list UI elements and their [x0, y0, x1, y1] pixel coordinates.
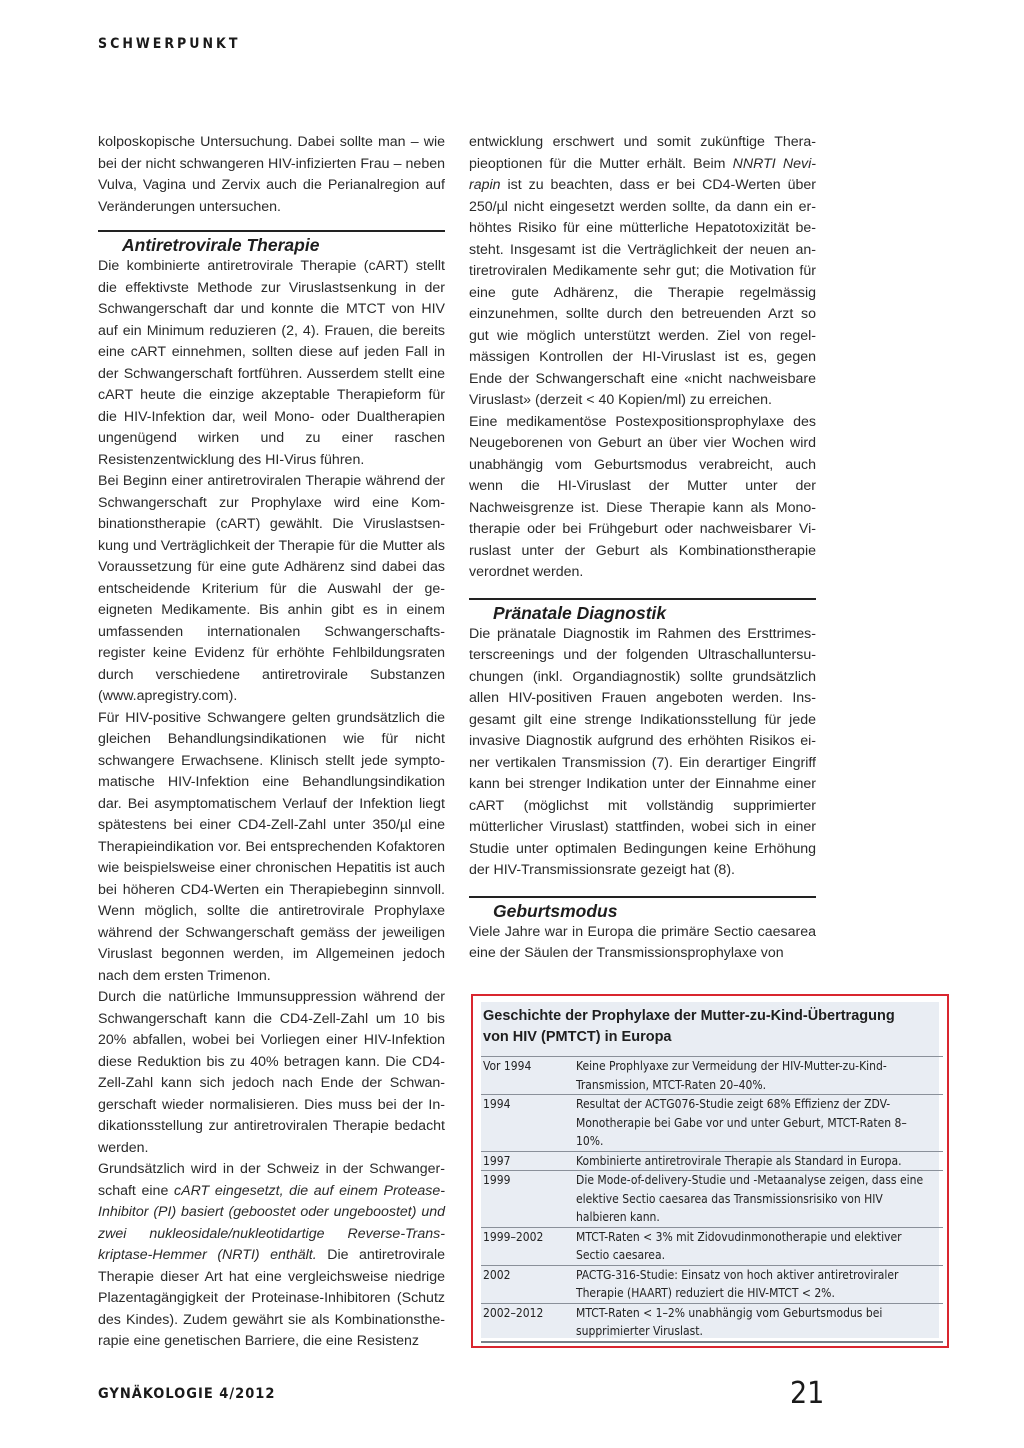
paragraph: Die kombinierte antiretrovirale Therapie (cART) stellt die effektivste Methode zur Viruslastsenkung in der Schwangerschaft dar und konnte die MTCT von HIV auf ein Minimum reduzieren (2, 4). Frauen, die bereits eine cART einnehmen, sollten diese auf jeden Fall in der Schwangerschaft fortführen. Ausserdem stellt eine cART heute die einzige akzeptable Therapieform für die HIV-Infektion dar, weil Mono- oder Dualtherapien ungenügend wirken und zu einer raschen Resistenzentwicklung des HI-Virus führen. — [98, 258, 445, 468]
paragraph-text: entwicklung erschwert und somit zukünftige Therapieoptionen für die Mutter erhält. Beim — [469, 134, 816, 172]
timeline-row — [481, 1227, 943, 1265]
paragraph-text: Grundsätzlich wird in der Schweiz in der Schwangerschaft eine — [98, 1161, 445, 1199]
paragraph: kolposkopische Untersuchung. Dabei sollte man – wie bei der nicht schwangeren HIV-infizierten Frau – neben Vulva, Vagina und Zervix auch die Perianalregion auf Veränderungen untersuchen. — [98, 134, 445, 215]
timeline-description: MTCT-Raten < 3% mit Zidovudinmonotherapie und elektiver Sectio caesarea. — [576, 1227, 943, 1265]
section-label: SCHWERPUNKT — [98, 36, 241, 52]
journal-footer: GYNÄKOLOGIE 4/2012 — [98, 1386, 276, 1402]
timeline-row — [481, 1151, 943, 1171]
section-heading-geburtsmodus: Geburtsmodus — [469, 896, 816, 922]
paragraph: Eine medikamentöse Postexpositionsprophylaxe des Neugeborenen von Geburt an über vier Wochen wird unabhängig vom Geburtsmodus verabreicht, auch wenn die HI-Viruslast der Mutter unter der Nachweisgrenze ist. Diese Therapie kann als Monotherapie oder bei Frühgeburt oder nachweisbarer Viruslast unter der Geburt als Kombinationstherapie verordnet werden. — [469, 413, 816, 580]
paragraph — [469, 132, 816, 412]
left-column — [98, 132, 445, 1353]
timeline-year: 2002 — [481, 1265, 576, 1303]
box-title: Geschichte der Prophylaxe der Mutter-zu-Kind-Übertragung von HIV (PMTCT) in Europa — [483, 1008, 895, 1045]
paragraph: Bei Beginn einer antiretroviralen Therapie während der Schwangerschaft zur Prophylaxe wird eine Kombinationstherapie (cART) gewählt. Die Viruslastsenkung und Verträglichkeit der Therapie für die Mutter als Voraussetzung für eine gute Adhärenz sind dabei das entscheidende Kriterium für die Auswahl der geeigneten Medikamente. Bis anhin gibt es in einem umfassenden internationalen Schwangerschaftsregister keine Evidenz für erhöhte Fehlbildungsraten durch verschiedene antiretrovirale Substanzen (www.apregistry.com). — [98, 473, 445, 704]
timeline-description: PACTG-316-Studie: Einsatz von hoch aktiver antiretroviraler Therapie (HAART) reduziert die HIV-MTCT < 2%. — [576, 1265, 943, 1303]
timeline-table — [481, 1056, 943, 1343]
section-heading-antiretrovirale-therapie: Antiretrovirale Therapie — [98, 230, 445, 256]
paragraph: Durch die natürliche Immunsuppression während der Schwangerschaft kann die CD4-Zell-Zahl um 10 bis 20% abfallen, wobei bei Vorliegen einer HIV-Infektion diese Reduktion bis zu 40% betragen kann. Die CD4-Zell-Zahl kann sich jedoch nach Ende der Schwangerschaft wieder normalisieren. Dies muss bei der Indikationsstellung zur antiretroviralen Therapie bedacht werden. — [98, 989, 445, 1156]
timeline-year: 1997 — [481, 1151, 576, 1171]
timeline-description: Resultat der ACTG076-Studie zeigt 68% Effizienz der ZDV-Monotherapie bei Gabe vor und unter Geburt, MTCT-Raten 8–10%. — [576, 1095, 943, 1152]
timeline-row — [481, 1095, 943, 1152]
paragraph — [98, 1159, 445, 1353]
box-inner — [481, 1002, 939, 1338]
timeline-row — [481, 1171, 943, 1228]
timeline-year: Vor 1994 — [481, 1057, 576, 1095]
timeline-year: 1994 — [481, 1095, 576, 1152]
timeline-year: 1999 — [481, 1171, 576, 1228]
paragraph-text: ist zu beachten, dass er bei CD4-Werten über 250/µl nicht eingesetzt werden sollte, da dann ein erhöhtes Risiko für eine mütterliche Hepatotoxizität besteht. Insgesamt ist die Verträglichkeit der neuen antiretroviralen Medikamente sehr gut; die Motivation für eine gute Adhärenz, die Therapie regelmässig einzunehmen, sollte durch den betreuenden Arzt so gut wie möglich unterstützt werden. Ziel von regelmässigen Kontrollen der HI-Viruslast ist es, gegen Ende der Schwangerschaft eine «nicht nachweisbare Viruslast» (derzeit < 40 Kopien/ml) zu erreichen. — [469, 177, 816, 408]
pmtct-history-box — [471, 994, 949, 1348]
timeline-description: Die Mode-of-delivery-Studie und -Metaanalyse zeigen, dass eine elektive Sectio caesarea das Transmissionsrisiko von HIV halbieren kann. — [576, 1171, 943, 1228]
emphasis-text: NNRTI Nevirapin — [469, 155, 816, 193]
timeline-row — [481, 1303, 943, 1342]
emphasis-text: cART eingesetzt, die auf einem Protease-Inhibitor (PI) basiert (geboostet oder ungeboostet) und zwei nukleosidale/nukleotidartige Reverse-Transkriptase-Hemmer (NRTI) enthält. — [98, 1182, 445, 1263]
right-column — [469, 132, 816, 965]
timeline-year: 1999–2002 — [481, 1227, 576, 1265]
paragraph: Viele Jahre war in Europa die primäre Sectio caesarea eine der Säulen der Transmissionsprophylaxe von — [469, 923, 816, 961]
timeline-row — [481, 1057, 943, 1095]
page-number: 21 — [790, 1376, 825, 1411]
paragraph: Für HIV-positive Schwangere gelten grundsätzlich die gleichen Behandlungsindikationen wie für nicht schwangere Erwachsene. Klinisch stellt jede symptomatische HIV-Infektion eine Behandlungsindikation dar. Bei asymptomatischem Verlauf der Infektion liegt spätestens bei einer CD4-Zell-Zahl unter 350/µl eine Therapieindikation vor. Bei entsprechenden Kofaktoren wie beispielsweise einer chronischen Hepatitis ist auch bei höheren CD4-Werten ein Therapiebeginn sinnvoll. Wenn möglich, sollte die antiretrovirale Prophylaxe während der Schwangerschaft gemäss der jeweiligen Viruslast begonnen werden, im Allgemeinen jedoch nach dem ersten Trimenon. — [98, 709, 445, 984]
timeline-description: Kombinierte antiretrovirale Therapie als Standard in Europa. — [576, 1151, 943, 1171]
timeline-row — [481, 1265, 943, 1303]
timeline-description: Keine Prophlyaxe zur Vermeidung der HIV-Mutter-zu-Kind-Transmission, MTCT-Raten 20–40%. — [576, 1057, 943, 1095]
paragraph-text: Die antiretrovirale Therapie dieser Art hat eine vergleichsweise niedrige Plazentagängigkeit der Proteinase-Inhibitoren (Schutz des Kindes). Zudem gewährt sie als Kombinationstherapie eine genetischen Barriere, die eine Resistenz — [98, 1247, 445, 1349]
timeline-description: MTCT-Raten < 1–2% unabhängig vom Geburtsmodus bei supprimierter Viruslast. — [576, 1303, 943, 1342]
timeline-year: 2002–2012 — [481, 1303, 576, 1342]
paragraph: Die pränatale Diagnostik im Rahmen des Ersttrimesterscreenings und der folgenden Ultraschalluntersuchungen (inkl. Organdiagnostik) sollte grundsätzlich allen HIV-positiven Frauen angeboten werden. Insgesamt gilt eine strenge Indikationsstellung für jede invasive Diagnostik aufgrund des erhöhten Risikos einer vertikalen Transmission (7). Ein derartiger Eingriff kann bei strenger Indikation unter der Einnahme einer cART (möglichst mit vollständig supprimierter mütterlicher Viruslast) stattfinden, wobei sich in einer Studie unter optimalen Bedingungen keine Erhöhung der HIV-Transmissionsrate gezeigt hat (8). — [469, 625, 816, 878]
section-heading-praenatale-diagnostik: Pränatale Diagnostik — [469, 598, 816, 624]
